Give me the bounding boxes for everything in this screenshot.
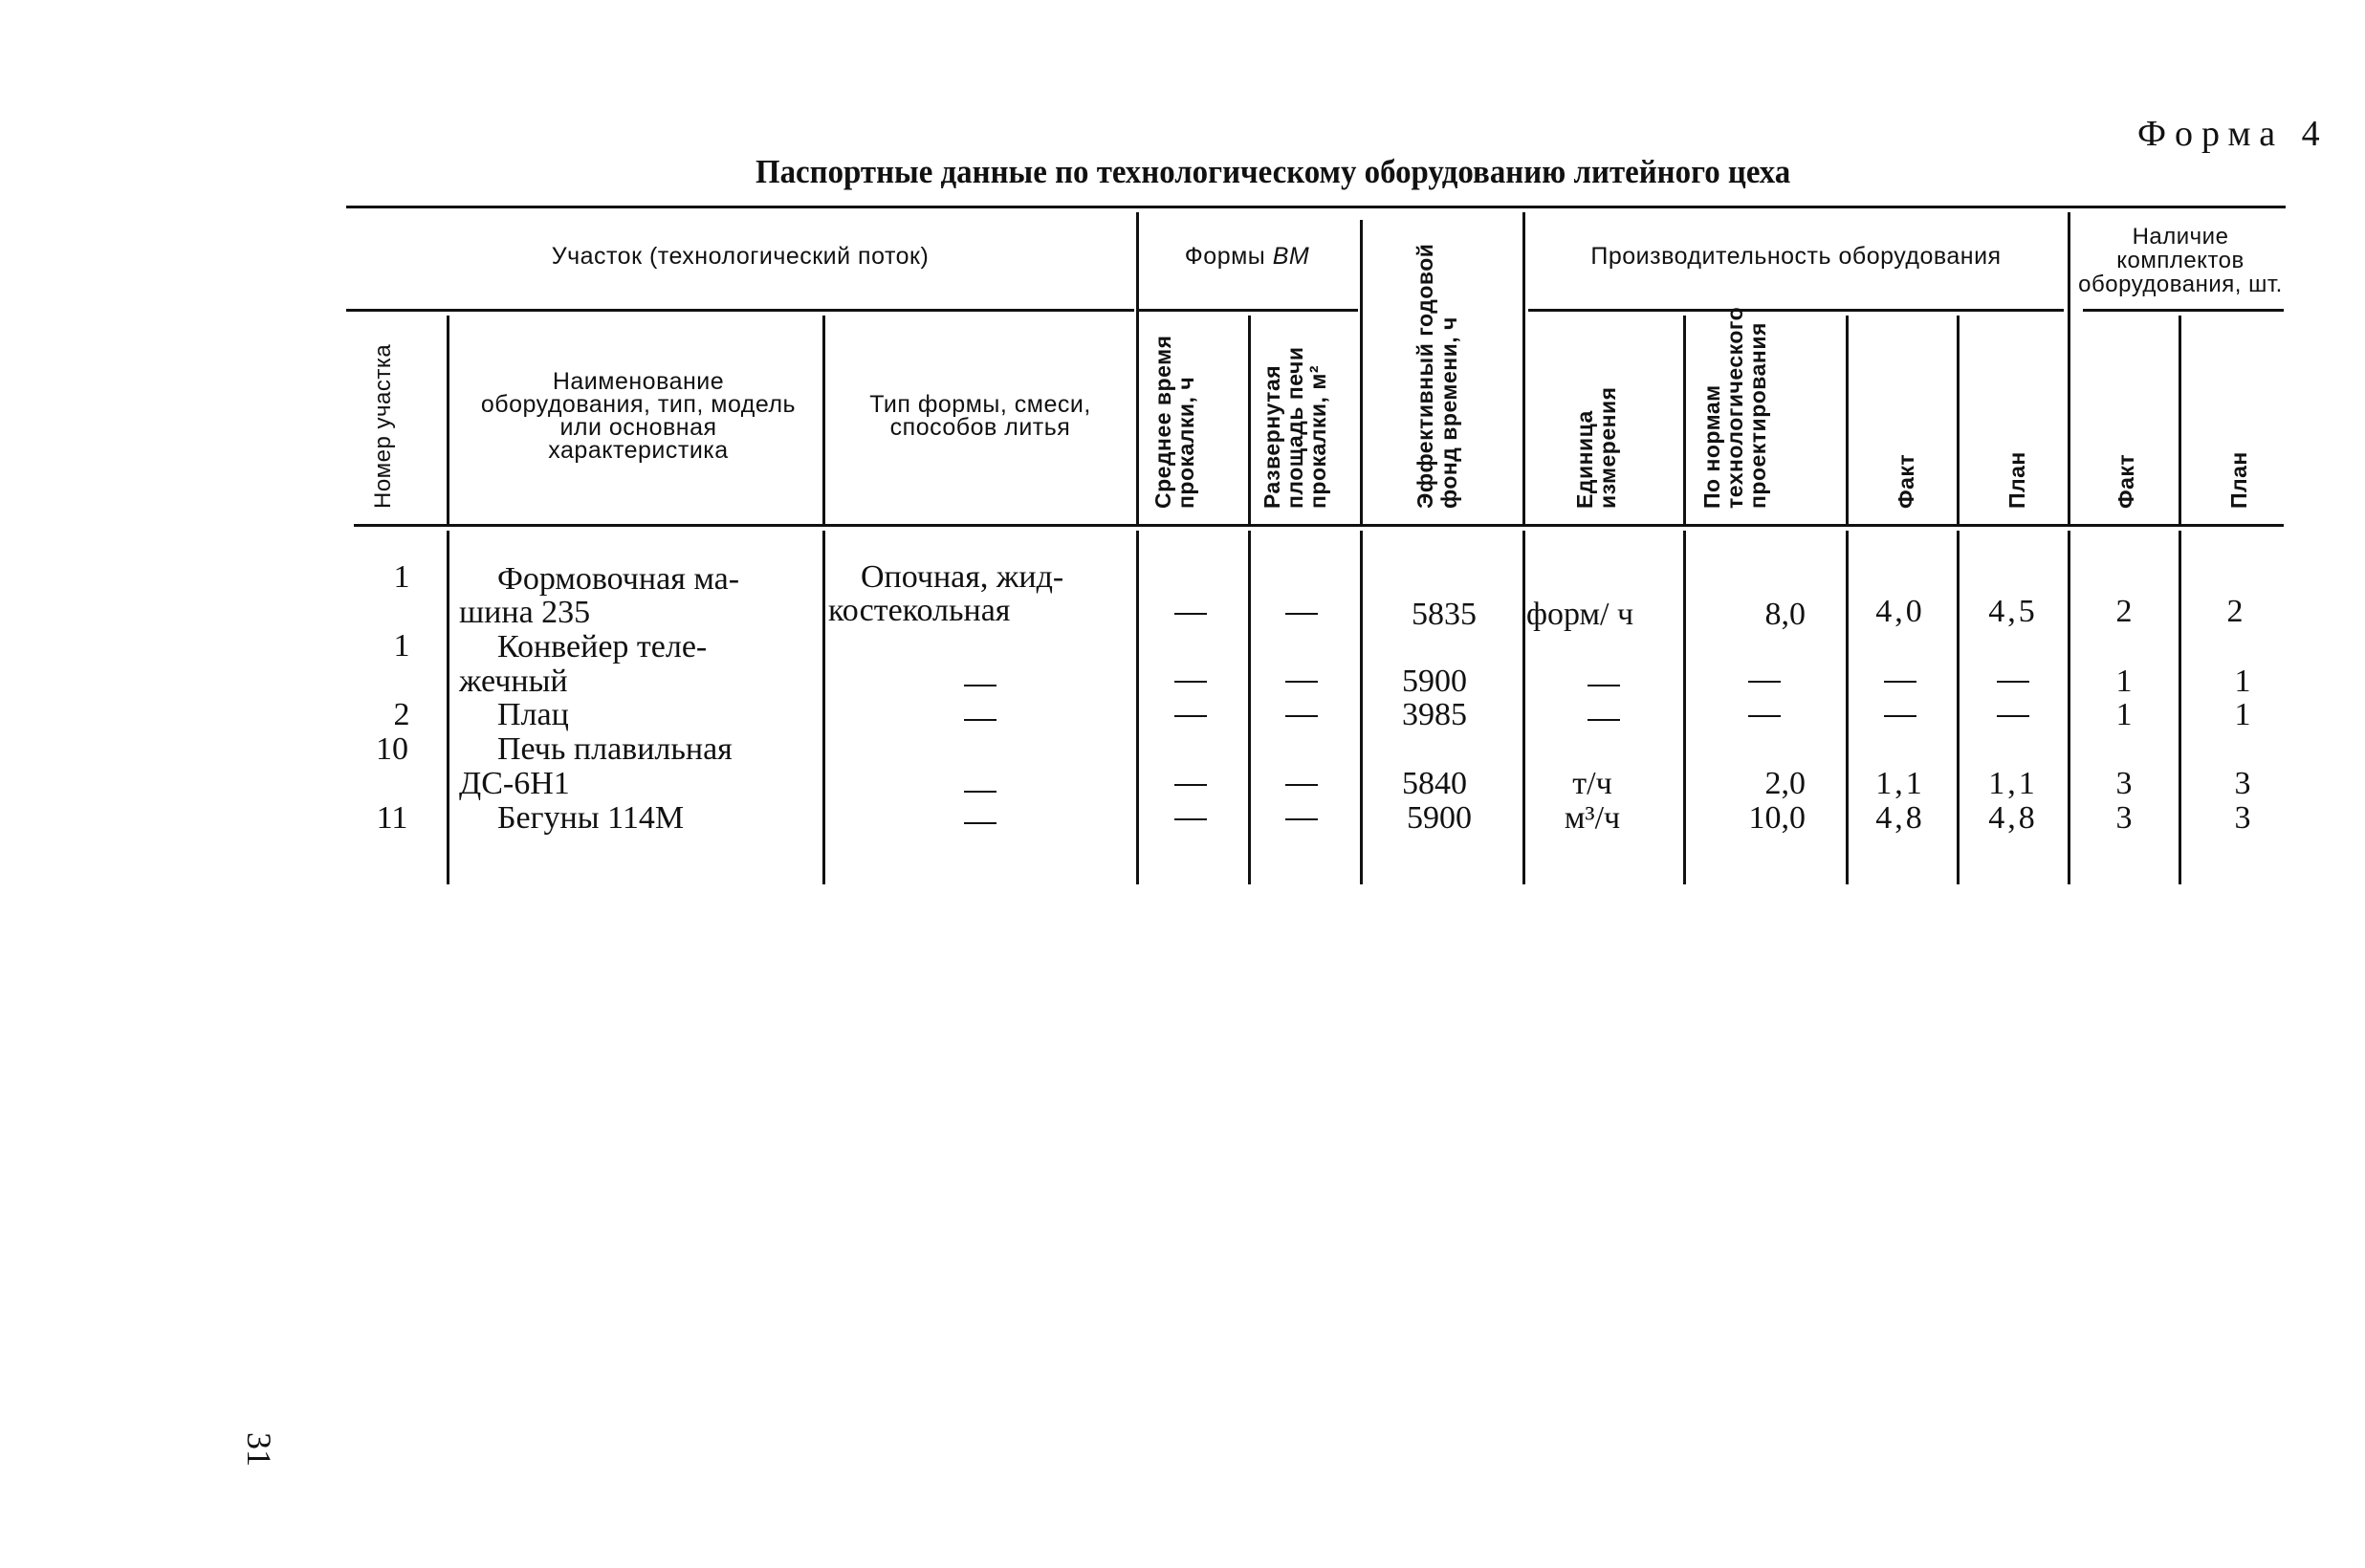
cell-norm: 10,0 [1748, 800, 1806, 836]
cell-mold-type-dash [964, 822, 996, 824]
cell-sets-fact: 1 [2115, 697, 2133, 732]
cell-sets-plan: 1 [2234, 664, 2251, 699]
header-avg-time: Среднее время прокалки, ч [1150, 335, 1198, 509]
header-fund: Эффективный годовой фонд времени, ч [1412, 243, 1461, 509]
cell-norm: 2,0 [1764, 766, 1806, 801]
cell-plan-dash [1997, 715, 2029, 717]
form-label: Форма 4 [2137, 114, 2329, 154]
cell-unit: форм/ ч [1526, 597, 1634, 632]
cell-fact: 4,8 [1875, 800, 1925, 836]
cell-mold-type-dash [964, 719, 996, 721]
cell-sets-plan: 3 [2234, 800, 2251, 836]
cell-plan: 4,5 [1988, 594, 2038, 629]
cell-area-dash [1285, 715, 1318, 717]
cell-norm-dash [1748, 715, 1781, 717]
cell-sets-fact: 3 [2115, 766, 2133, 801]
cell-sets-plan: 1 [2234, 697, 2251, 732]
cell-fund: 5900 [1407, 800, 1472, 836]
cell-equipment-name: Формовочная ма- [497, 561, 740, 597]
header-plan: План [2004, 451, 2029, 509]
header-sets-plan: План [2226, 451, 2251, 509]
header-mold-type: Тип формы, смеси, способов литья [869, 391, 1091, 441]
cell-sets-plan: 2 [2226, 594, 2244, 629]
header-group-section: Участок (технологический поток) [551, 243, 930, 270]
cell-section-number: 11 [376, 800, 408, 836]
cell-avg-time-dash [1174, 613, 1207, 615]
header-sets-fact: Факт [2113, 453, 2138, 509]
cell-avg-time-dash [1174, 818, 1207, 820]
cell-fact-dash [1884, 681, 1916, 683]
cell-fact-dash [1884, 715, 1916, 717]
cell-avg-time-dash [1174, 715, 1207, 717]
cell-area-dash [1285, 818, 1318, 820]
cell-fund: 5900 [1402, 664, 1467, 699]
cell-sets-fact: 2 [2115, 594, 2133, 629]
cell-fund: 3985 [1402, 697, 1467, 732]
cell-unit-dash [1588, 685, 1620, 686]
cell-norm-dash [1748, 681, 1781, 683]
header-group-productivity: Производительность оборудования [1590, 243, 2002, 270]
cell-area-dash [1285, 784, 1318, 786]
cell-sets-plan: 3 [2234, 766, 2251, 801]
cell-fact: 1,1 [1875, 766, 1925, 801]
header-group-sets: Наличие комплектов оборудования, шт. [2078, 223, 2283, 297]
cell-unit: т/ч [1572, 766, 1612, 801]
cell-plan-dash [1997, 681, 2029, 683]
cell-sets-fact: 1 [2115, 664, 2133, 699]
cell-plan: 1,1 [1988, 766, 2038, 801]
cell-equipment-name: Печь плавильная [497, 731, 733, 767]
cell-equipment-name: Бегуны 114М [497, 800, 685, 836]
cell-fund: 5835 [1412, 597, 1477, 632]
cell-section-number: 1 [393, 559, 410, 595]
cell-area-dash [1285, 613, 1318, 615]
cell-section-number: 10 [376, 731, 408, 767]
header-unit: Единица измерения [1572, 386, 1620, 509]
cell-equipment-name-cont: жечный [459, 664, 568, 699]
cell-sets-fact: 3 [2115, 800, 2133, 836]
header-group-forms-italic: ВМ [1272, 243, 1310, 270]
cell-mold-type-dash [964, 791, 996, 793]
cell-fact: 4,0 [1875, 594, 1925, 629]
cell-avg-time-dash [1174, 784, 1207, 786]
cell-avg-time-dash [1174, 681, 1207, 683]
header-group-forms-prefix: Формы [1184, 243, 1266, 270]
header-section-number: Номер участка [370, 343, 396, 509]
header-group-forms [1136, 234, 1358, 278]
cell-plan: 4,8 [1988, 800, 2038, 836]
cell-section-number: 1 [393, 628, 410, 664]
header-fact: Факт [1894, 453, 1918, 509]
cell-mold-type-dash [964, 685, 996, 686]
cell-mold-type: Опочная, жид- [861, 559, 1064, 595]
cell-equipment-name: Конвейер теле- [497, 629, 708, 664]
cell-equipment-name: Плац [497, 697, 569, 732]
header-norms: По нормам технологического проектирования [1699, 306, 1770, 509]
header-equipment-name: Наименование оборудования, тип, модель или основная характеристика [480, 368, 797, 464]
page-title: Паспортные данные по технологическому оборудованию литейного цеха [755, 153, 1791, 190]
cell-fund: 5840 [1402, 766, 1467, 801]
cell-section-number: 2 [393, 697, 410, 732]
cell-equipment-name-cont: ДС-6Н1 [459, 766, 570, 801]
cell-area-dash [1285, 681, 1318, 683]
cell-unit-dash [1588, 719, 1620, 721]
cell-equipment-name-cont: шина 235 [459, 595, 591, 630]
cell-unit: м³/ч [1564, 800, 1621, 836]
cell-mold-type-cont: костекольная [828, 593, 1011, 628]
cell-norm: 8,0 [1764, 597, 1806, 632]
header-area: Развернутая площадь печи прокалки, м² [1259, 346, 1330, 509]
page-number: 31 [240, 1432, 278, 1467]
